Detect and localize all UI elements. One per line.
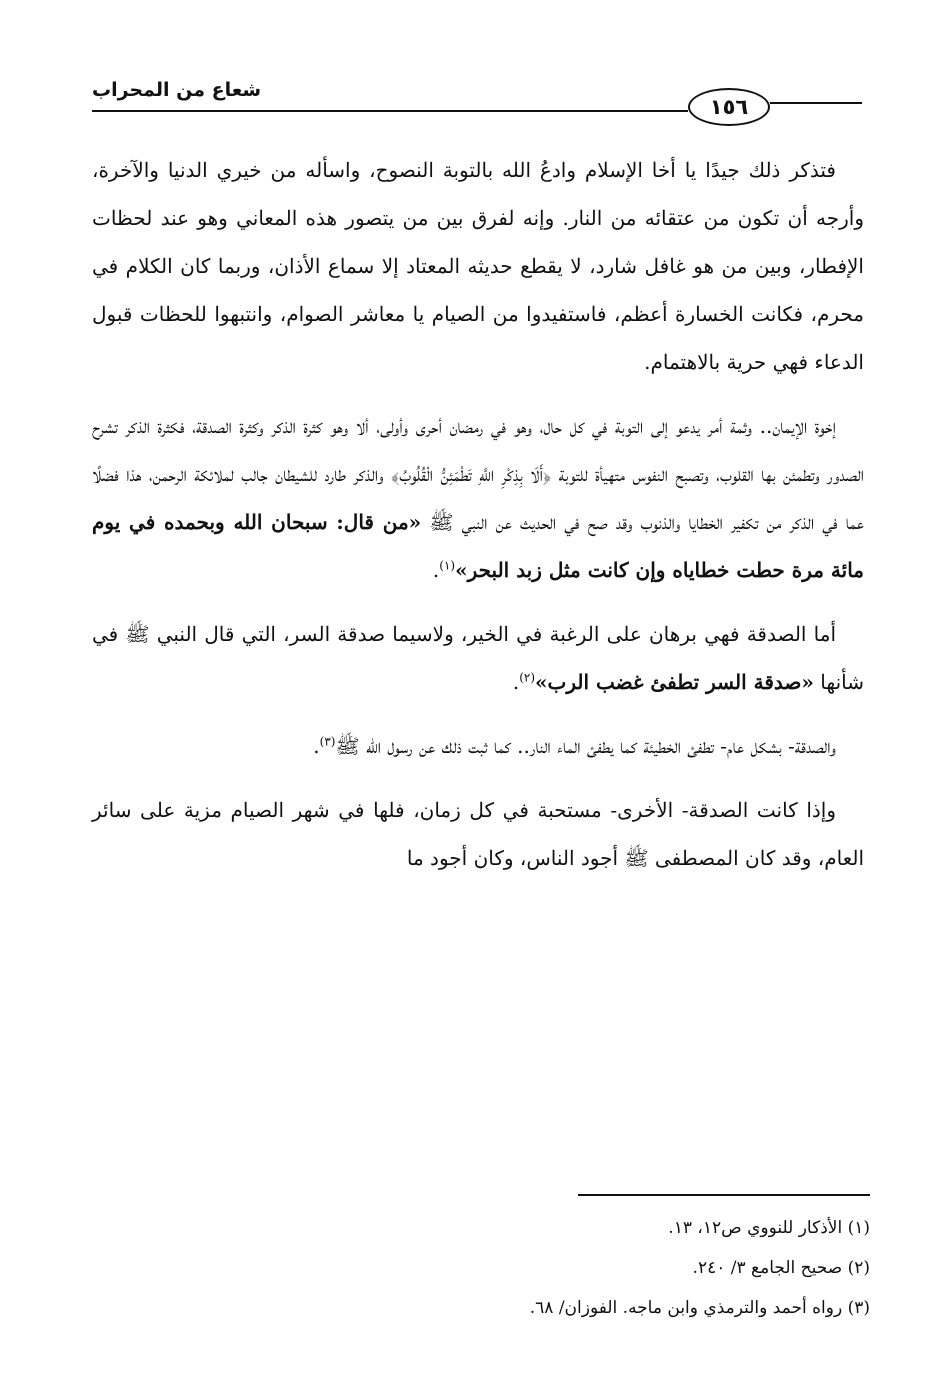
footnote-separator — [578, 1194, 870, 1196]
header-rule — [92, 110, 688, 112]
hadith-quote: «من قال: سبحان الله وبحمده في يوم مائة مرة حطت خطاياه وإن كانت مثل زبد البحر» — [92, 510, 864, 582]
body-text — [92, 146, 864, 898]
paragraph-text: وإذا كانت الصدقة- الأخرى- مستحبة في كل زمان، فلها في شهر الصيام مزية على سائر العام، وقد كان المصطفى ﷺ أجود الناس، وكان أجود ما — [92, 798, 864, 870]
footnote-ref: (١) — [439, 558, 456, 573]
paragraph — [92, 402, 864, 594]
paragraph-text: فتذكر ذلك جيدًا يا أخا الإسلام وادعُ الله بالتوبة النصوح، واسأله من خيري الدنيا والآخرة، وأرجه أن تكون من عتقائه من النار. وإنه لفرق بين من يتصور هذه المعاني وهو عند لحظات الإفطار، وبين من هو غافل شارد، لا يقطع حديثه المعتاد إلا سماع الأذان، وربما كان الكلام في محرم، فكانت الخسارة أعظم، فاستفيدوا من الصيام يا معاشر الصوام، وانتبهوا للحظات قبول الدعاء فهي حرية بالاهتمام. — [92, 158, 864, 374]
footnote-ref: (٢) — [519, 670, 536, 685]
paragraph-tail: . — [432, 558, 440, 582]
paragraph-text: إخوة الإيمان.. وثمة أمر يدعو إلى التوبة في كل حال، وهو في رمضان أحرى وأولى، ألا وهو كثرة الذكر وكثرة الصدقة، فكثرة الذكر تشرح الصدور وتطمئن بها القلوب، وتصبح النفوس متهيأة للتوبة ﴿أَلَا بِذِكْرِ اللَّهِ تَطْمَئِنُّ الْقُلُوبُ﴾ والذكر طارد للشيطان جالب لملائكة الرحمن، هذا فضلًا عما في الذكر من تكفير الخطايا والذنوب وقد صح في الحديث عن النبي ﷺ — [92, 414, 864, 534]
paragraph — [92, 610, 864, 706]
footnote-item: (٢) صحيح الجامع ٣/ ٢٤٠. — [692, 1258, 870, 1278]
running-title: شعاع من المحراب — [92, 79, 262, 101]
paragraph — [92, 722, 864, 770]
footnote-item: (١) الأذكار للنووي ص١٢، ١٣. — [668, 1218, 870, 1238]
paragraph — [92, 146, 864, 386]
footnote-ref: (٣) — [319, 734, 336, 749]
paragraph-text: والصدقة- بشكل عام- تطفئ الخطيئة كما يطفئ الماء النار.. كما ثبت ذلك عن رسول الله ﷺ — [335, 734, 836, 758]
page-number: ١٥٦ — [688, 88, 770, 126]
footnote-item: (٣) رواه أحمد والترمذي وابن ماجه. الفوزان/ ٦٨. — [529, 1298, 870, 1318]
header-rule-right — [770, 102, 862, 104]
footnotes — [300, 1208, 870, 1328]
paragraph-tail: . — [512, 670, 520, 694]
paragraph-tail: . — [313, 734, 320, 758]
hadith-quote: «صدقة السر تطفئ غضب الرب» — [535, 670, 814, 694]
paragraph — [92, 786, 864, 882]
paragraph-text: أما الصدقة فهي برهان على الرغبة في الخير، ولاسيما صدقة السر، التي قال النبي ﷺ في شأنها — [92, 622, 864, 694]
